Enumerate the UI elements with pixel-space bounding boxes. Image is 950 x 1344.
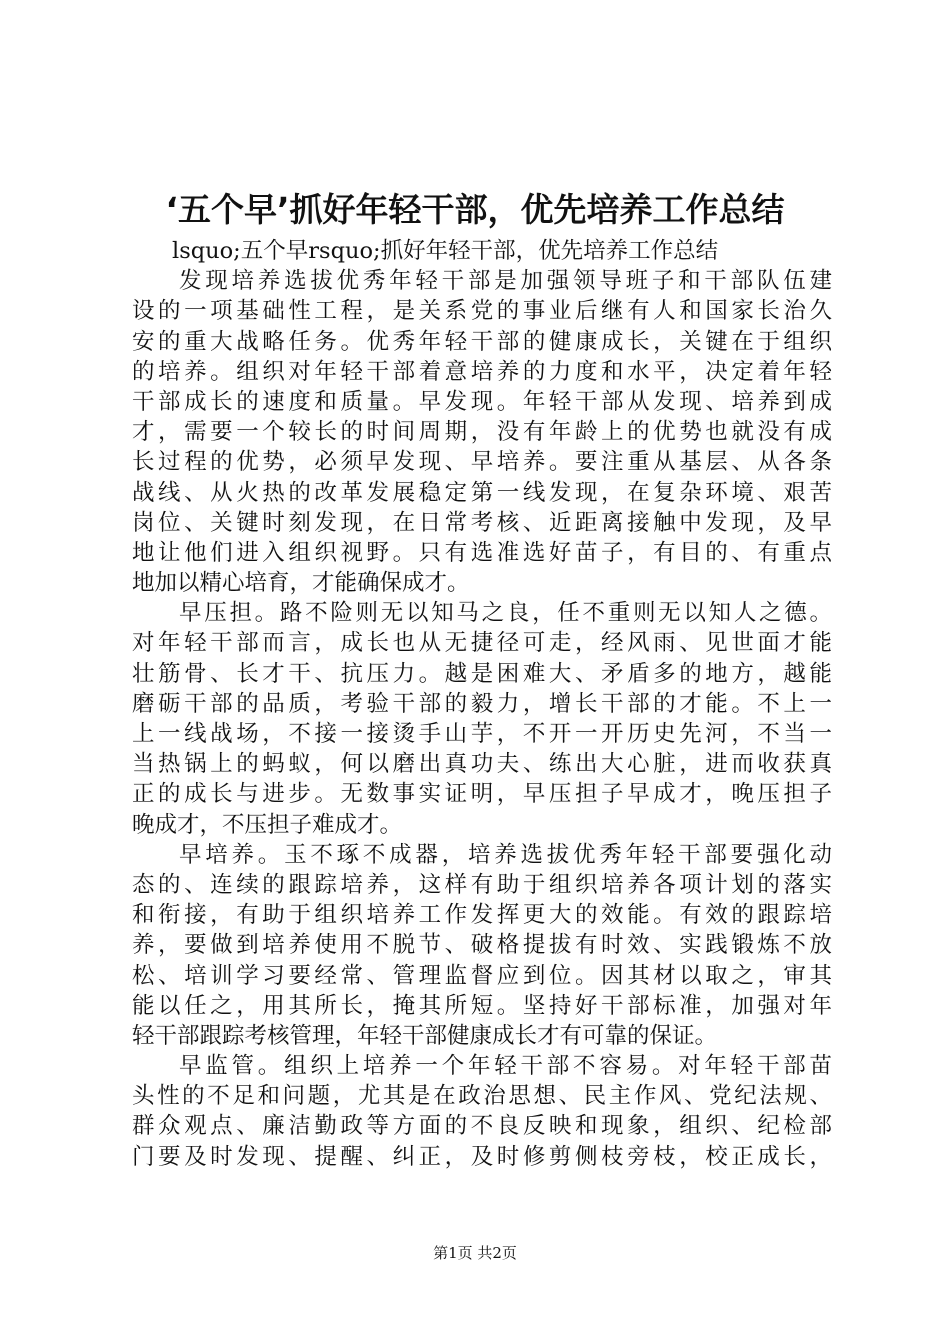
page-footer: 第1页 共2页	[433, 1244, 517, 1262]
paragraph-line: 地让他们进入组织视野。只有选准选好苗子，有目的、有重点	[132, 539, 832, 566]
paragraph-line: 早培养。玉不琢不成器，培养选拔优秀年轻干部要强化动	[179, 841, 832, 868]
paragraph-line: 能以任之，用其所长，掩其所短。坚持好干部标准，加强对年	[132, 992, 832, 1019]
paragraph-line: 晚成才，不压担子难成才。	[132, 811, 403, 838]
paragraph-line: 发现培养选拔优秀年轻干部是加强领导班子和干部队伍建	[179, 268, 832, 295]
paragraph-line: 态的、连续的跟踪培养，这样有助于组织培养各项计划的落实	[132, 871, 832, 898]
paragraph-line: 头性的不足和问题，尤其是在政治思想、民主作风、党纪法规、	[132, 1083, 832, 1110]
paragraph-line: 早压担。路不险则无以知马之良，任不重则无以知人之德。	[179, 600, 832, 627]
paragraph-line: 壮筋骨、长才干、抗压力。越是困难大、矛盾多的地方，越能	[132, 660, 832, 687]
paragraph-line: 安的重大战略任务。优秀年轻干部的健康成长，关键在于组织	[132, 328, 832, 355]
paragraph-line: 岗位、关键时刻发现，在日常考核、近距离接触中发现，及早	[132, 509, 832, 536]
paragraph-line: 长过程的优势，必须早发现、早培养。要注重从基层、从各条	[132, 449, 832, 476]
paragraph-line: 干部成长的速度和质量。早发现。年轻干部从发现、培养到成	[132, 388, 832, 415]
paragraph-line: 群众观点、廉洁勤政等方面的不良反映和现象，组织、纪检部	[132, 1113, 832, 1140]
paragraph-line: 的培养。组织对年轻干部着意培养的力度和水平，决定着年轻	[132, 358, 832, 385]
paragraph-line: 当热锅上的蚂蚁，何以磨出真功夫、练出大心脏，进而收获真	[132, 751, 832, 778]
paragraph-line: 松、培训学习要经常、管理监督应到位。因其材以取之，审其	[132, 962, 832, 989]
paragraph-line: 养，要做到培养使用不脱节、破格提拔有时效、实践锻炼不放	[132, 932, 832, 959]
paragraph-line: 上一线战场，不接一接烫手山芋，不开一开历史先河，不当一	[132, 721, 832, 747]
paragraph-line: 和衔接，有助于组织培养工作发挥更大的效能。有效的跟踪培	[132, 902, 832, 929]
paragraph-line: 磨砺干部的品质，考验干部的毅力，增长干部的才能。不上一	[132, 690, 832, 717]
document-subtitle: lsquo;五个早rsquo;抓好年轻干部，优先培养工作总结	[172, 238, 719, 264]
paragraph-line: 对年轻干部而言，成长也从无捷径可走，经风雨、见世面才能	[132, 630, 832, 657]
document-body	[132, 236, 832, 1172]
paragraph-line: 地加以精心培育，才能确保成才。	[132, 570, 470, 597]
paragraph-line: 门要及时发现、提醒、纠正，及时修剪侧枝旁枝，校正成长，	[132, 1143, 832, 1170]
paragraph-line: 轻干部跟踪考核管理，年轻干部健康成长才有可靠的保证。	[132, 1022, 718, 1049]
paragraph-line: 正的成长与进步。无数事实证明，早压担子早成才，晚压担子	[132, 781, 832, 808]
paragraph-line: 早监管。组织上培养一个年轻干部不容易。对年轻干部苗	[179, 1053, 832, 1080]
paragraph-line: 设的一项基础性工程，是关系党的事业后继有人和国家长治久	[132, 298, 832, 325]
paragraph-line: 才，需要一个较长的时间周期，没有年龄上的优势也就没有成	[132, 419, 832, 446]
document-title: ‘五个早’抓好年轻干部，优先培养工作总结	[165, 190, 785, 229]
paragraph-line: 战线、从火热的改革发展稳定第一线发现，在复杂环境、艰苦	[132, 479, 832, 506]
